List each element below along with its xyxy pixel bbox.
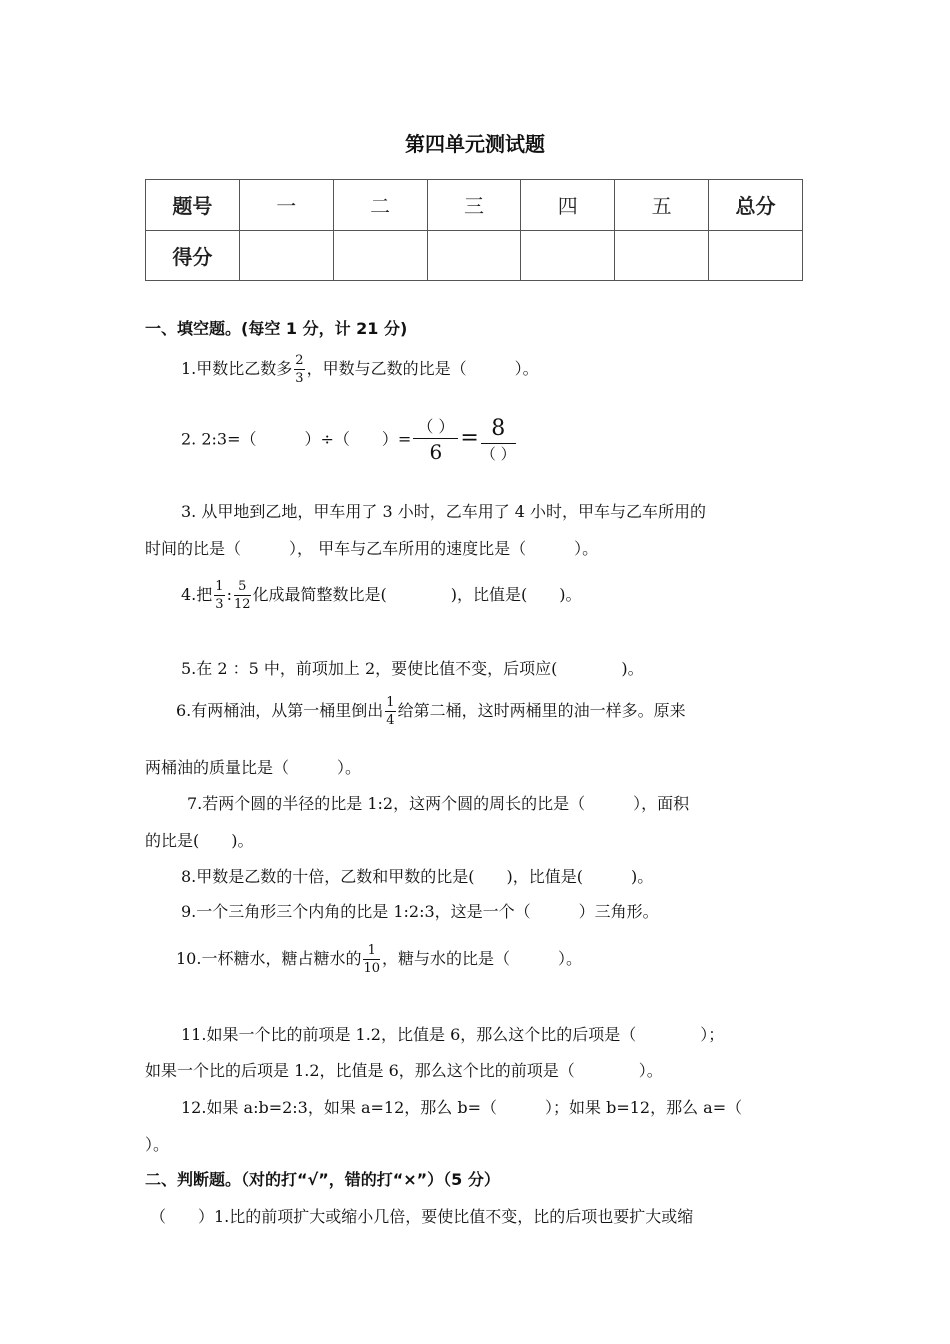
q1-text-b: ，甲数与乙数的比是（ ）。 [306,359,539,378]
question-4 [181,580,581,611]
score-table-cell: 四 [521,180,615,231]
fraction [234,580,251,611]
fraction-denominator: 3 [295,371,304,386]
page-title: 第四单元测试题 [405,132,545,156]
score-table [145,179,803,281]
q6-text-b: 给第二桶，这时两桶里的油一样多。原来 [397,701,686,720]
score-table-cell: 一 [239,180,333,231]
score-blank-cell [239,230,333,281]
fraction [413,416,458,464]
fraction-numerator: 1 [215,579,224,594]
fraction-denominator: 4 [386,713,395,728]
q4-text-a: 4.把 [181,585,213,604]
fraction-denominator: 3 [215,597,224,612]
question-9: 9.一个三角形三个内角的比是 1:2:3，这是一个（ ）三角形。 [181,902,659,921]
equals-sign: = [460,425,479,451]
score-table-cell: 题号 [146,180,240,231]
fraction-numerator: 1 [386,695,395,710]
fraction [214,580,224,611]
q10-text-a: 10.一杯糖水，糖占糖水的 [176,949,362,968]
fraction-numerator: 1 [363,944,380,960]
question-6 [176,696,686,727]
fraction-numerator: （ ） [413,419,458,439]
question-3-line-1: 3. 从甲地到乙地，甲车用了 3 小时，乙车用了 4 小时，甲车与乙车所用的 [181,502,707,521]
score-blank-cell [709,230,803,281]
question-6-line-2: 两桶油的质量比是（ ）。 [145,758,362,777]
score-blank-cell [615,230,709,281]
q6-text-a: 6.有两桶油，从第一桶里倒出 [176,701,384,720]
score-table-cell: 得分 [146,230,240,281]
q1-text-a: 1.甲数比乙数多 [181,359,293,378]
fraction-denominator: 10 [363,961,380,976]
fraction [481,418,516,462]
q10-text-b: ，糖与水的比是（ ）。 [382,949,583,968]
score-table-header-row [146,180,803,231]
question-1 [181,354,539,385]
fraction-denominator: 12 [233,597,251,612]
question-5: 5.在 2 ：5 中，前项加上 2，要使比值不变，后项应( )。 [181,659,644,678]
fraction-numerator: 2 [295,353,304,368]
q4-text-b: 化成最简整数比是( )，比值是( )。 [252,585,582,604]
question-11-line-1: 11.如果一个比的前项是 1.2，比值是 6，那么这个比的后项是（ ）； [181,1025,725,1044]
section2-heading: 二、判断题。（对的打“√”，错的打“×”）（5 分） [145,1170,500,1189]
score-table-score-row [146,230,803,281]
ratio-colon: : [226,585,232,604]
score-table-cell: 三 [427,180,521,231]
question-8: 8.甲数是乙数的十倍，乙数和甲数的比是( )，比值是( )。 [181,867,654,886]
fraction [363,944,380,975]
fraction [294,354,304,385]
score-table-cell: 二 [333,180,427,231]
fraction-numerator: 8 [481,418,516,444]
score-blank-cell [333,230,427,281]
question-12-line-1: 12.如果 a:b=2:3，如果 a=12，那么 b=（ ）；如果 b=12，那么 a=（ [181,1098,743,1117]
question-7-line-1: 7.若两个圆的半径的比是 1:2，这两个圆的周长的比是（ ），面积 [187,794,690,813]
question-2 [181,418,518,462]
fraction-denominator: 6 [429,439,443,464]
fraction [385,696,395,727]
score-blank-cell [427,230,521,281]
question-12-line-2: ）。 [145,1135,170,1154]
judgement-question-1: （ ）1.比的前项扩大或缩小几倍，要使比值不变，比的后项也要扩大或缩 [150,1207,694,1226]
q2-text-a: 2. 2:3=（ ）÷（ ）= [181,429,412,449]
question-10 [176,944,582,975]
question-11-line-2: 如果一个比的后项是 1.2，比值是 6，那么这个比的前项是（ ）。 [145,1061,663,1080]
score-table-cell: 总分 [709,180,803,231]
score-blank-cell [521,230,615,281]
question-3-line-2: 时间的比是（ ）， 甲车与乙车所用的速度比是（ ）。 [145,539,599,558]
score-table-cell: 五 [615,180,709,231]
fraction-numerator: 5 [234,580,251,596]
section1-heading: 一、填空题。(每空 1 分，计 21 分) [145,319,408,338]
fraction-denominator: （ ） [480,445,516,463]
question-7-line-2: 的比是( )。 [145,831,254,850]
